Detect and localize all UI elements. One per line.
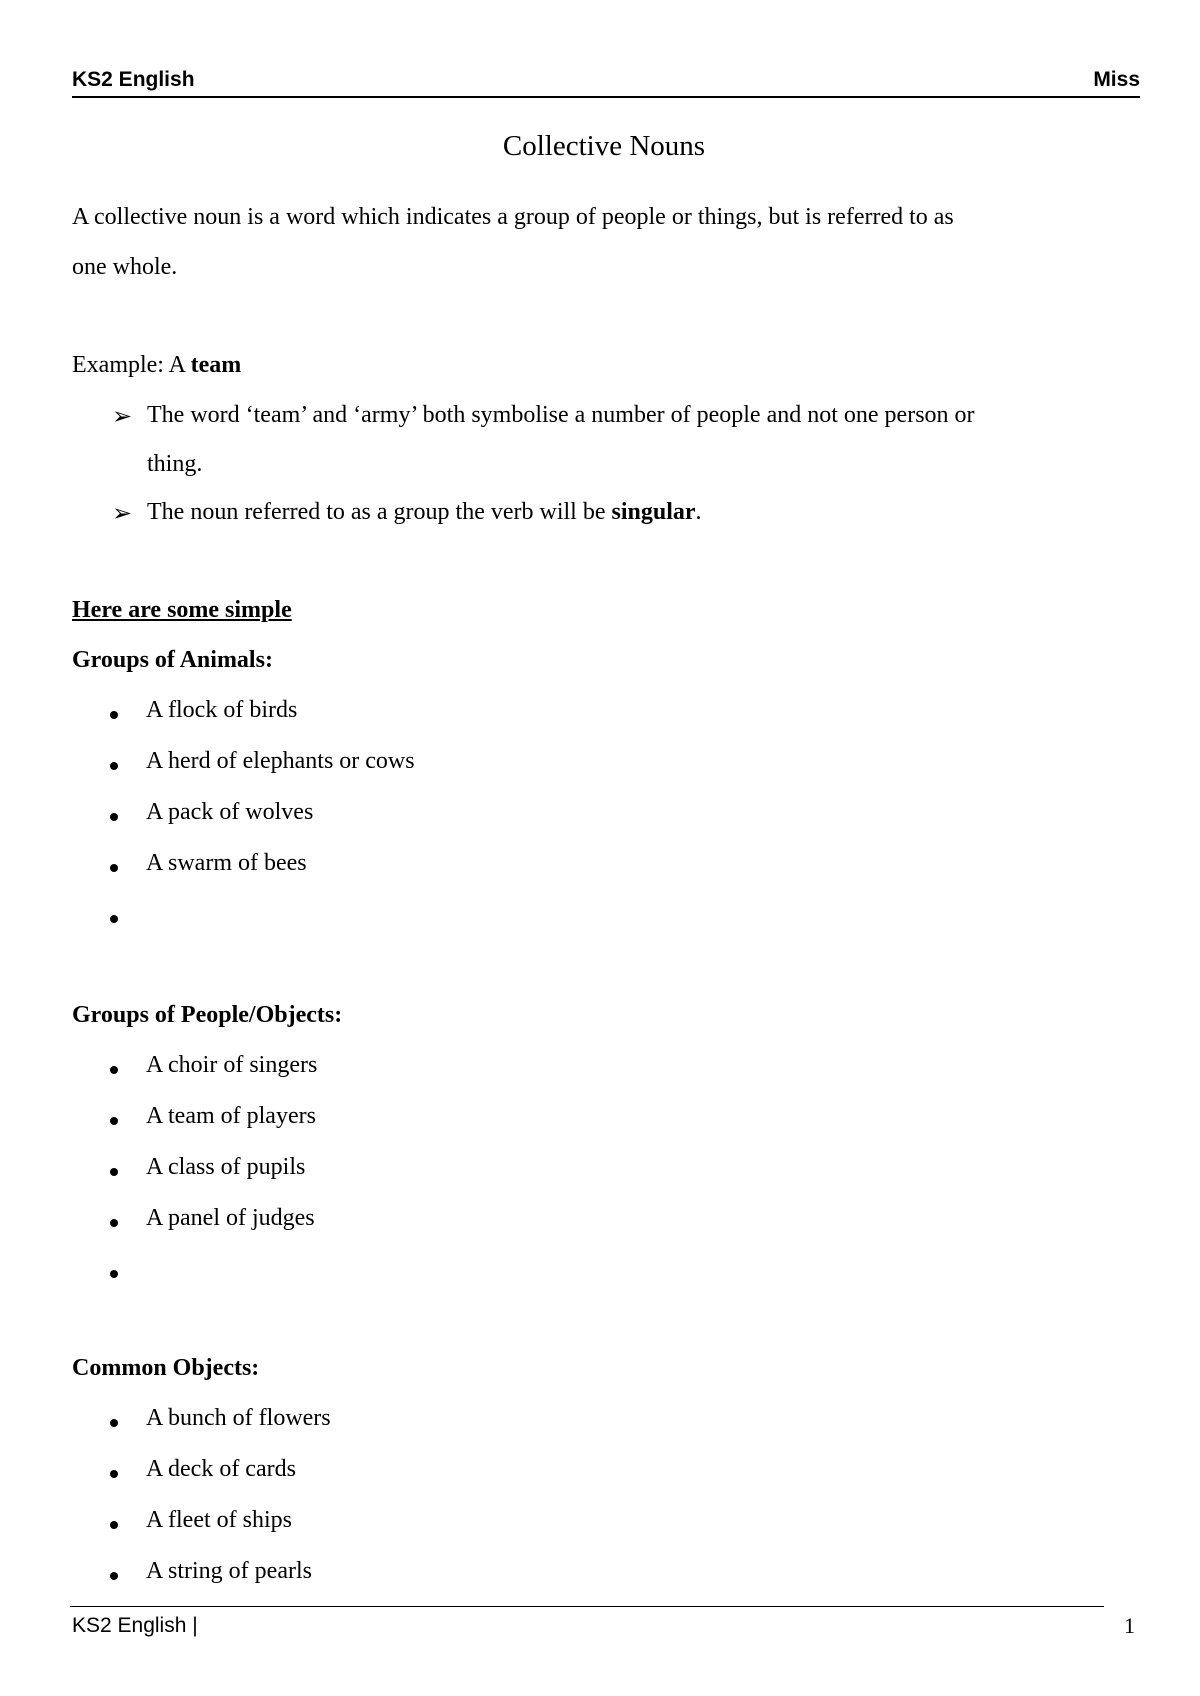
list-item-text: A choir of singers — [146, 1052, 318, 1078]
arrow-bullet-icon: ➢ — [112, 501, 133, 527]
header-subject: KS2 English — [72, 68, 195, 91]
bullet-icon — [110, 1270, 118, 1278]
bullet-icon — [110, 864, 118, 872]
list-item-text: A deck of cards — [146, 1456, 296, 1482]
bullet-icon — [110, 711, 118, 719]
arrow-item-1-continuation: thing. — [147, 451, 203, 477]
arrow-item-1-text: The word ‘team’ and ‘army’ both symbolise a number of people and not one person or — [147, 402, 975, 428]
list-item-text: A flock of birds — [146, 697, 298, 723]
list-item-text: A string of pearls — [146, 1558, 312, 1584]
arrow-bullet-icon: ➢ — [112, 404, 133, 430]
bullet-icon — [110, 1419, 118, 1427]
bullet-icon — [110, 1470, 118, 1478]
header-teacher: Miss — [1093, 68, 1140, 91]
example-prefix: Example: A — [72, 352, 191, 378]
footer-divider — [70, 1606, 1104, 1607]
arrow-item-2-bold: singular — [611, 499, 696, 525]
bullet-icon — [110, 1219, 118, 1227]
bullet-icon — [110, 813, 118, 821]
list-item-text: A pack of wolves — [146, 799, 314, 825]
bullet-icon — [110, 1117, 118, 1125]
example-line — [72, 352, 241, 379]
footer-label: KS2 English | — [72, 1614, 198, 1637]
people-heading: Groups of People/Objects: — [72, 1002, 343, 1028]
arrow-item-2-text — [147, 499, 702, 526]
bullet-icon — [110, 1066, 118, 1074]
bullet-icon — [110, 1572, 118, 1580]
objects-heading: Common Objects: — [72, 1355, 260, 1381]
section-intro-heading: Here are some simple — [72, 597, 292, 623]
animals-heading: Groups of Animals: — [72, 647, 273, 673]
bullet-icon — [110, 1521, 118, 1529]
list-item-text: A herd of elephants or cows — [146, 748, 415, 774]
list-item-text: A panel of judges — [146, 1205, 315, 1231]
intro-line-2: one whole. — [72, 254, 178, 280]
page-number: 1 — [1124, 1613, 1135, 1638]
page-title: Collective Nouns — [502, 130, 706, 162]
list-item-text: A bunch of flowers — [146, 1405, 331, 1431]
intro-line-1: A collective noun is a word which indicates a group of people or things, but is referred to as — [72, 204, 954, 230]
list-item-text: A class of pupils — [146, 1154, 306, 1180]
bullet-icon — [110, 1168, 118, 1176]
list-item-text: A fleet of ships — [146, 1507, 292, 1533]
example-word: team — [190, 352, 242, 378]
arrow-item-2-suffix: . — [695, 499, 702, 525]
list-item-text: A team of players — [146, 1103, 316, 1129]
page-header — [72, 66, 1140, 98]
arrow-item-2-prefix: The noun referred to as a group the verb will be — [147, 499, 612, 525]
list-item-text: A swarm of bees — [146, 850, 307, 876]
bullet-icon — [110, 762, 118, 770]
bullet-icon — [110, 915, 118, 923]
